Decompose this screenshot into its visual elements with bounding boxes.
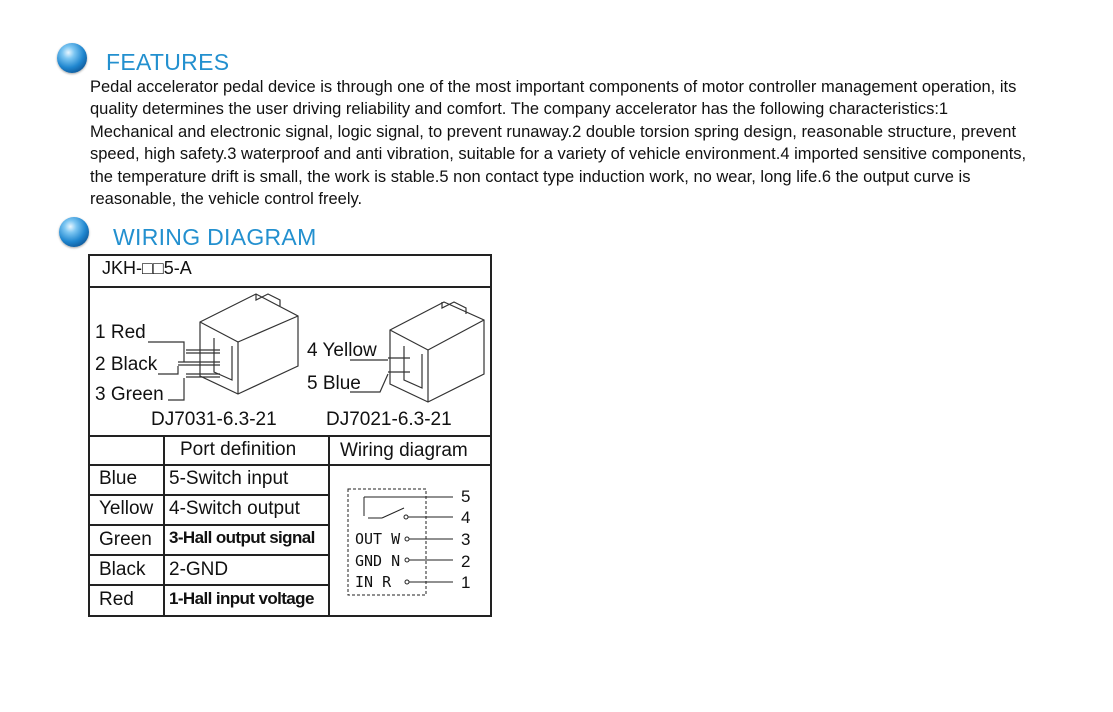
features-heading: FEATURES — [106, 49, 230, 75]
schematic-label: OUT W — [355, 530, 401, 548]
schematic-pin-number: 4 — [461, 508, 471, 527]
connector-left-name: DJ7031-6.3-21 — [151, 409, 277, 430]
schematic-label: GND N — [355, 552, 401, 570]
connector-left-pin: 3 Green — [95, 384, 164, 405]
connector-left-sketch — [148, 294, 298, 400]
row-port: 5-Switch input — [169, 468, 289, 489]
wiring-heading: WIRING DIAGRAM — [113, 224, 317, 250]
row-port: 4-Switch output — [169, 498, 300, 519]
row-color: Black — [99, 559, 146, 580]
connector-left-pin: 2 Black — [95, 354, 158, 375]
row-color: Red — [99, 589, 134, 610]
schematic-pin-number: 5 — [461, 487, 471, 506]
schematic-pin-number: 3 — [461, 530, 471, 549]
wiring-diagram — [88, 254, 492, 617]
schematic-pin-number: 2 — [461, 552, 471, 571]
row-color: Green — [99, 529, 152, 550]
connector-left-pin: 1 Red — [95, 322, 146, 343]
row-color: Yellow — [99, 498, 154, 519]
connector-right-pin: 4 Yellow — [307, 340, 377, 361]
sphere-bullet-icon — [57, 43, 87, 73]
row-port: 1-Hall input voltage — [169, 589, 314, 608]
schematic-label: IN R — [355, 573, 392, 591]
schematic-pin-number: 1 — [461, 573, 471, 592]
table-header: Port definition — [180, 439, 297, 460]
wiring-diagram-drawing — [88, 254, 492, 617]
sphere-bullet-icon — [59, 217, 89, 247]
connector-right-name: DJ7021-6.3-21 — [326, 409, 452, 430]
row-port: 2-GND — [169, 559, 229, 580]
model-number: JKH-□□5-A — [102, 258, 192, 278]
row-port: 3-Hall output signal — [169, 528, 315, 547]
table-header: Wiring diagram — [340, 440, 468, 461]
connector-right-pin: 5 Blue — [307, 373, 361, 394]
row-color: Blue — [99, 468, 138, 489]
features-body: Pedal accelerator pedal device is through one of the most important components of motor controller management operation, its quality determines the user driving reliability and comfort. The company accelerator has the following characteristics:1 Mechanical and electronic signal, logic signal, to prevent runaway.2 double torsion spring design, reasonable structure, prevent speed, high safety.3 waterproof and anti vibration, suitable for a variety of vehicle environment.4 imported sensitive components, the temperature drift is small, the work is stable.5 non contact type induction work, no wear, long life.6 the output curve is reasonable, the vehicle control freely. — [90, 78, 1027, 209]
